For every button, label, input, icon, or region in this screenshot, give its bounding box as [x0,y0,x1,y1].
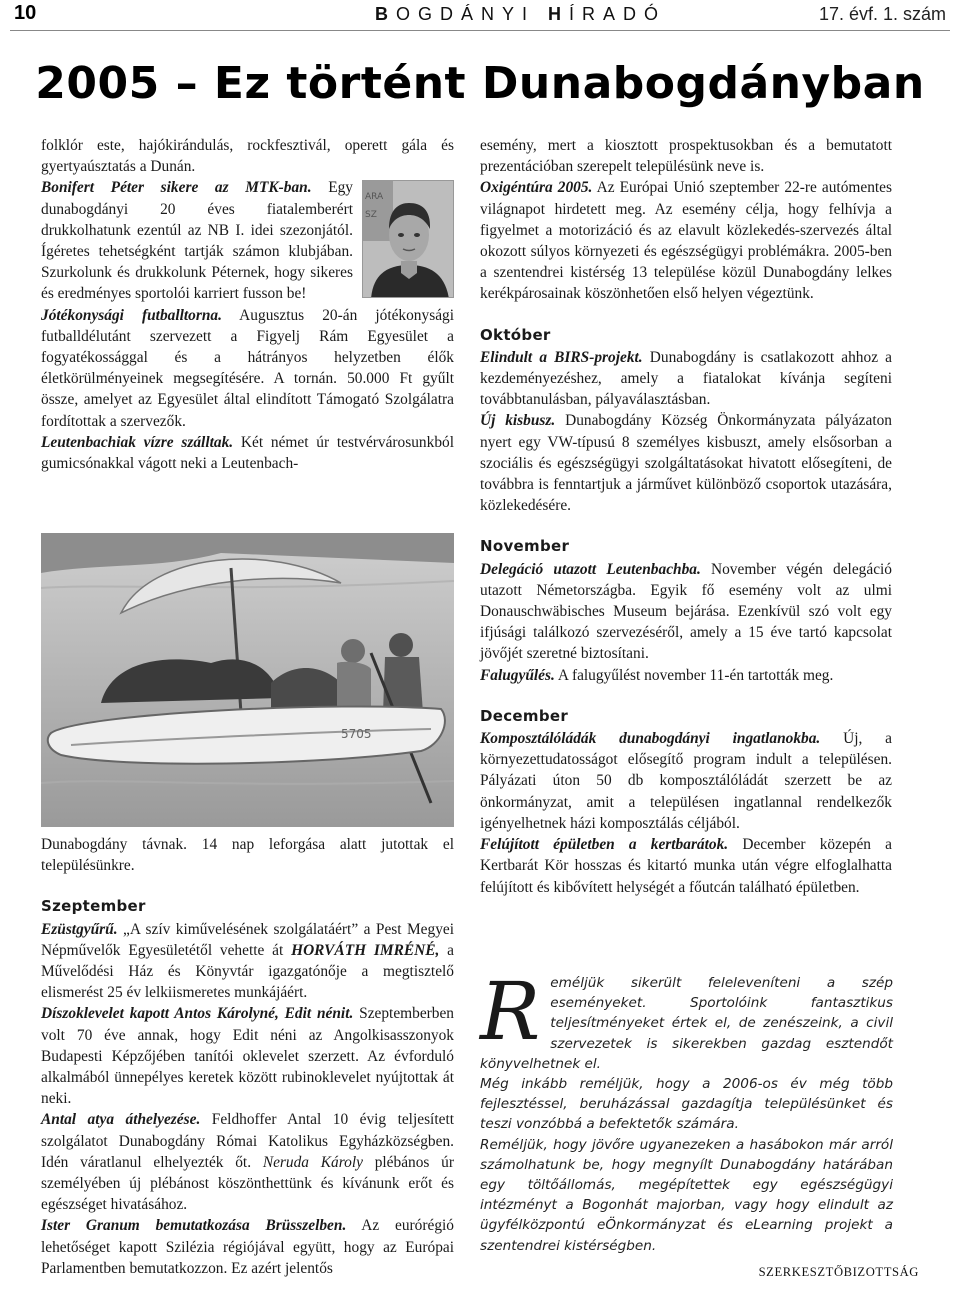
delegacio-paragraph: Delegáció utazott Leutenbachba. November végén delegáció utazott Németországba. Egyik fő esemény volt az ulmi Donauschwäbisches Museum bejárása. Ezenkívül szó volt egy ifjúsági találkozó szervezéséről, amely a 15 éve tartó kapcsolat jövőjét szeretné biztosítani. [480,560,892,663]
birs-paragraph: Elindult a BIRS-projekt. Dunabogdány is csatlakozott ahhoz a kezdeményezéshez, amely a fiatalokat kívánja segíteni továbbtanulásban, pályaválasztásban. [480,348,892,409]
editorial-signature: SZERKESZTŐBIZOTTSÁG [758,1265,919,1279]
ister-granum-paragraph: Ister Granum bemutatkozása Brüsszelben. Az eurórégió lehetőséget kapott Szilézia régiójával együtt, hogy az Európai Parlamentben bemutatkozzon. Ez azért jelentős [41,1217,454,1277]
left-column-bottom [41,834,454,1279]
leutenbach-headline: Leutenbachiak vízre szálltak. [41,433,234,451]
kertbarat-headline: Felújított épületben a kertbarátok. [480,836,729,854]
diszoklevel-paragraph: Díszoklevelet kapott Antos Károlyné, Edit nénit. Szeptemberben volt 70 éve annak, hogy Edit néni az Angolkisasszonyok Budapesti Képzőjében tanítói oklevelet szerzett. Az évforduló alkalmából ünnepélyes keretek között rubinoklevelet nyújtottak át neki. [41,1005,454,1108]
ezustgyuru-headline: Ezüstgyűrű. [41,920,118,938]
antal-headline: Antal atya áthelyezése. [41,1111,201,1129]
right-column [480,135,892,898]
portrait-photo [362,180,454,298]
raft-image [41,533,454,827]
new-priest-name: Neruda Károly [262,1153,363,1171]
birs-headline: Elindult a BIRS-projekt. [480,348,643,366]
ister-granum-headline: Ister Granum bemutatkozása Brüsszelben. [41,1217,347,1235]
svg-text:5705: 5705 [341,727,372,741]
ister-continuation: esemény, mert a kiosztott prospektusokban és a bemutatott prezentációban szerepelt településünk neve is. [480,137,892,176]
bonifert-paragraph: Bonifert Péter sikere az MTK-ban. Egy dunabogdányi 20 éves fiatalemberért drukkolhatunk ezentúl az NB I. idei szezonjától. Ígéretes tehetségként tartják számon klubjában. Szurkolunk és drukkolunk Péternek, hogy sikeres és eredményes sportolói karriert fusson be! [41,179,353,303]
foci-paragraph: Jótékonysági futballtorna. Augusztus 20-án jótékonysági futballdélutánt szervezett a Figyelj Rám Egyesület a fogyatékossággal és a hátrányos helyzetben élők életkörülményeinek megsegítésére. A tornán. 50.000 Ft gyűlt össze, amelyet az Egyesület által elindított Támogató Szolgálatra fordítottak a szervezők. [41,306,454,430]
raft-photo [41,533,454,827]
closing-paragraph-2: Még inkább reméljük, hogy a 2006-os év még több fejlesztéssel, beruházással gazdagítja településünket és teszi vonzóbbá a befektetők számára. [480,1076,893,1133]
oxigentura-headline: Oxigéntúra 2005. [480,179,593,197]
antal-paragraph: Antal atya áthelyezése. Feldhoffer Antal 10 évig teljesített szolgálatot Dunabogdány Római Katolikus Egyházközségben. Idén váratlanul elhelyezték őt. Neruda Károly plébános úr személyében új plébánost köszönthettünk és kívánunk erőt és egészséget hivatásához. [41,1111,454,1214]
portrait-image [363,181,454,298]
falugyules-headline: Falugyűlés. [480,666,555,684]
kisbusz-paragraph: Új kisbusz. Dunabogdány Község Önkormányzata pályázaton nyert egy VW-típusú 8 személyes kisbuszt, amely elsősorban a szociális és egészségügyi szolgáltatásokat hivatott elősegíteni, de továbbra is fenntartjuk a járművet különböző csoportok utazására, közlekedésére. [480,412,892,515]
month-heading-september: Szeptember [41,897,146,916]
svg-text:SZ: SZ [365,210,377,220]
header-divider [10,30,950,31]
oxigentura-paragraph: Oxigéntúra 2005. Az Európai Unió szeptember 22-re autómentes világnapot hirdetett meg. Az esemény célja, hogy felhívja a figyelmet a motorizáció és az elavult közlekedés-szervezés által okozott súlyos környezeti és egészségügyi problémákra. 2005-ben a szentendrei kistérség 13 települése közül Dunabogdány lelkes kerékpárosainak köszönhetően első helyen végeztünk. [480,179,893,303]
falugyules-paragraph: Falugyűlés. A falugyűlést november 11-én tartották meg. [480,666,834,684]
leutenbach-continuation: Dunabogdány távnak. 14 nap leforgása alatt jutottak el településünkre. [41,836,454,875]
page-header [0,0,960,30]
closing-paragraph-3: Reméljük, hogy jövőre ugyanezeken a hasábokon már arról számolhatunk be, hogy megnyílt Dunabogdány határában egy töltőállomás, megépítettek egy egészségügyi intézményt a Bogonhát majorban, vagy hogy elindult az ügyfélközpontú eÖnkormányzat és eLearning projekt a szentendrei kistérségben. [480,1136,893,1254]
foci-headline: Jótékonysági futballtorna. [41,306,222,324]
intro-paragraph: folklór este, hajókirándulás, rockfesztivál, operett gála és gyertyaúsztatás a Dunán. [41,137,454,176]
closing-editorial [480,965,893,1256]
month-heading-november: November [480,537,570,556]
bonifert-headline: Bonifert Péter sikere az MTK-ban. [41,179,312,197]
kertbarat-paragraph: Felújított épületben a kertbarátok. December közepén a Kertbarát Kör hosszas és kitartó munka után végre elfoglalhatta felújított és kibővített helységét a főutcán található épületben. [480,836,892,896]
page-number: 10 [14,2,37,24]
issue-number: 17. évf. 1. szám [818,4,946,24]
delegacio-headline: Delegáció utazott Leutenbachba. [480,560,701,578]
leutenbach-paragraph: Leutenbachiak vízre szálltak. Két német úr testvérvárosunkból gumicsónakkal vágott neki a Leutenbach- [41,433,454,473]
svg-text:ARA: ARA [365,192,384,202]
kisbusz-headline: Új kisbusz. [480,412,556,430]
article-title: 2005 – Ez történt Dunabogdányban [35,58,925,109]
drop-cap: R [480,965,541,1058]
month-heading-october: Október [480,325,551,344]
closing-paragraph-1: Reméljük sikerült feleleveníteni a szép eseményeket. Sportolóink fantasztikus teljesítményeket értek el, de zenészeink, a civil szervezetek is sikerekben gazdag esztendőt könyvelhetnek el. [480,965,893,1072]
honoree-name: HORVÁTH IMRÉNÉ, [291,941,440,959]
komposzt-headline: Komposztálóládák dunabogdányi ingatlanokba. [480,730,821,748]
newspaper-title: BOGDÁNYI HÍRADÓ [375,4,667,24]
ezustgyuru-paragraph: Ezüstgyűrű. „A szív kiművelésének szolgálatáért” a Pest Megyei Népművelők Egyesületétől vehette át HORVÁTH IMRÉNÉ, a Művelődési Ház és Könyvtár igazgatónője a megtisztelő elismerést 25 év lelkiismeretes munkájáért. [41,920,454,1002]
diszoklevel-headline: Díszoklevelet kapott Antos Károlyné, Edit nénit. [41,1005,354,1023]
komposzt-paragraph: Komposztálóládák dunabogdányi ingatlanokba. Új, a környezettudatosságot elősegítő program indult a településen. Pályázati úton 50 db komposztálóládát szerzett be az önkormányzat, amit a településen ingatlannal rendelkezők igényelhetnek házi komposztálás céljából. [480,730,893,832]
month-heading-december: December [480,706,569,725]
